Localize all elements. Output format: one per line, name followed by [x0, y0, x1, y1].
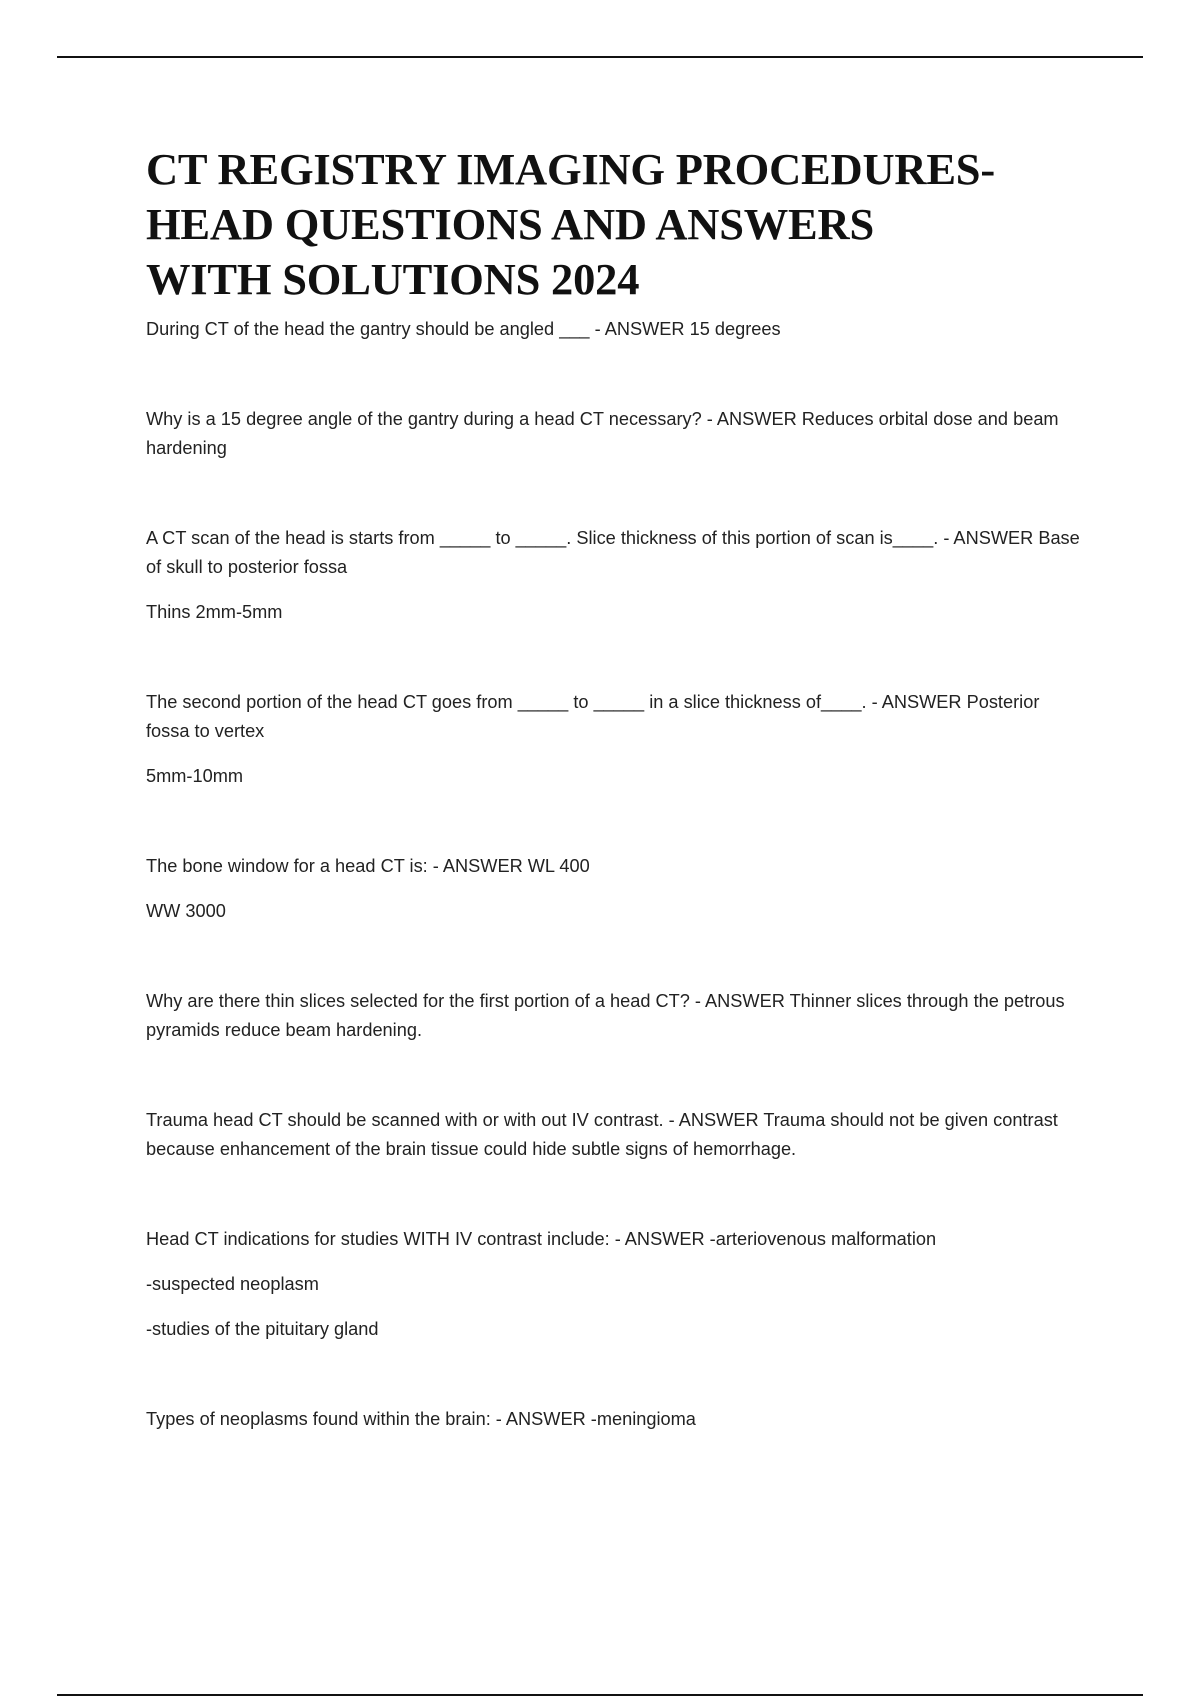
document-body: [146, 142, 1086, 1434]
qa-item: [146, 1405, 1086, 1434]
answer-continuation: Thins 2mm-5mm: [146, 602, 283, 622]
question-answer-text: Why are there thin slices selected for the first portion of a head CT? - ANSWER Thinner slices through the petrous pyramids reduce beam hardening.: [146, 991, 1065, 1040]
qa-item: [146, 1106, 1086, 1164]
qa-item: [146, 987, 1086, 1045]
question-answer-text: The bone window for a head CT is: - ANSWER WL 400: [146, 856, 590, 876]
bottom-rule: [57, 1694, 1143, 1696]
qa-item: [146, 405, 1086, 463]
qa-item: [146, 524, 1086, 627]
qa-item: [146, 688, 1086, 791]
qa-item: [146, 1225, 1086, 1344]
question-answer-text: Trauma head CT should be scanned with or with out IV contrast. - ANSWER Trauma should not be given contrast because enhancement of the brain tissue could hide subtle signs of hemorrhage.: [146, 1110, 1058, 1159]
answer-continuation: -suspected neoplasm: [146, 1274, 319, 1294]
title-line: HEAD QUESTIONS AND ANSWERS: [146, 199, 875, 249]
top-rule: [57, 56, 1143, 58]
qa-item: [146, 315, 1086, 344]
qa-item: [146, 852, 1086, 926]
title-line: CT REGISTRY IMAGING PROCEDURES-: [146, 144, 995, 194]
question-answer-text: A CT scan of the head is starts from _____ to _____. Slice thickness of this portion of scan is____. - ANSWER Base of skull to posterior fossa: [146, 528, 1080, 577]
question-answer-text: Why is a 15 degree angle of the gantry during a head CT necessary? - ANSWER Reduces orbital dose and beam hardening: [146, 409, 1059, 458]
document-title: [146, 142, 1086, 307]
question-answer-text: The second portion of the head CT goes from _____ to _____ in a slice thickness of____. - ANSWER Posterior fossa to vertex: [146, 692, 1040, 741]
title-line: WITH SOLUTIONS 2024: [146, 254, 640, 304]
answer-continuation: 5mm-10mm: [146, 766, 244, 786]
answer-continuation: -studies of the pituitary gland: [146, 1319, 379, 1339]
answer-continuation: WW 3000: [146, 901, 226, 921]
question-answer-text: Types of neoplasms found within the brain: - ANSWER -meningioma: [146, 1409, 696, 1429]
qa-list: [146, 315, 1086, 1434]
question-answer-text: Head CT indications for studies WITH IV contrast include: - ANSWER -arteriovenous malformation: [146, 1229, 937, 1249]
question-answer-text: During CT of the head the gantry should be angled ___ - ANSWER 15 degrees: [146, 319, 781, 339]
